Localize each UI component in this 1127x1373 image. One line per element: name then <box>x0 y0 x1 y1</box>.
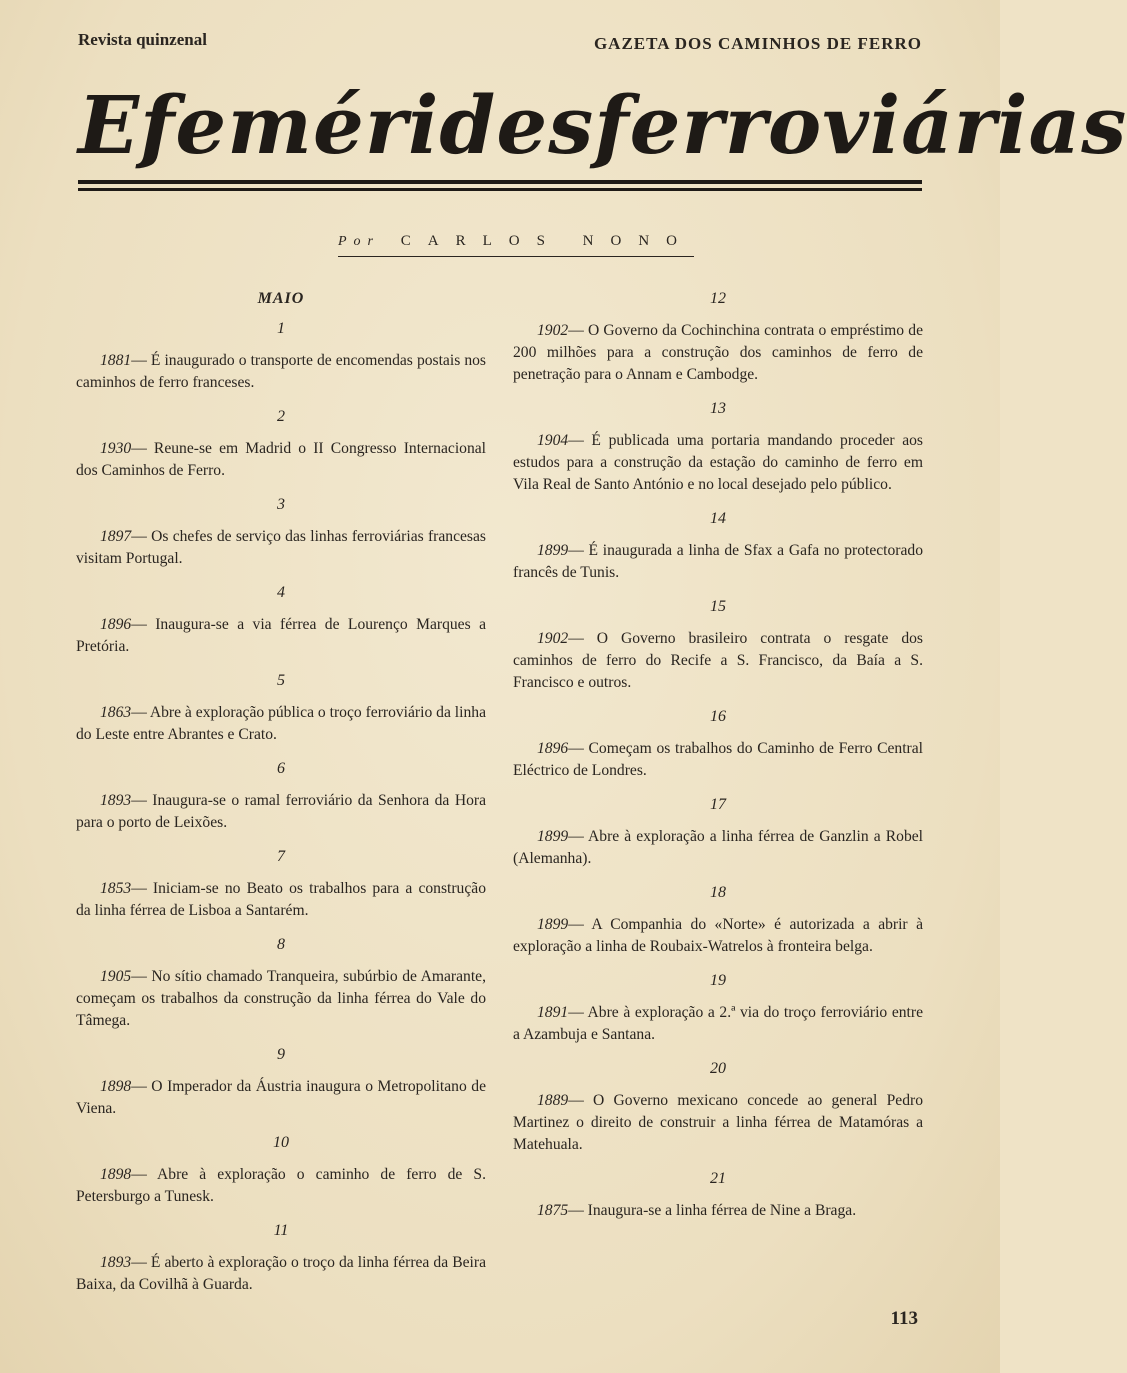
entry-description: — Abre à exploração a 2.ª via do troço ferroviário entre a Azambuja e Santana. <box>513 1004 923 1043</box>
byline-por: Por <box>338 234 380 249</box>
entry-text <box>513 1090 923 1156</box>
day-number: 1 <box>277 320 285 337</box>
day-number: 2 <box>277 408 285 425</box>
title-word-2: ferroviárias <box>594 78 1127 172</box>
day-number: 17 <box>710 796 726 813</box>
entry-description: — Inaugura-se a via férrea de Lourenço Marques a Pretória. <box>76 616 486 655</box>
entry-description: — O Imperador da Áustria inaugura o Metropolitano de Viena. <box>76 1078 486 1117</box>
day-number: 3 <box>277 496 285 513</box>
entry-description: — Abre à exploração a linha férrea de Ganzlin a Robel (Alemanha). <box>513 828 923 867</box>
entry-description: — É publicada uma portaria mandando proceder aos estudos para a construção da estação do caminho de ferro em Vila Real de Santo António e no local desejado pelo público. <box>513 432 923 493</box>
entry-description: — Abre à exploração pública o troço ferroviário da linha do Leste entre Abrantes e Crato. <box>76 704 486 743</box>
entry-year: 1899 <box>537 828 569 845</box>
entry-text <box>513 628 923 694</box>
entry-year: 1896 <box>537 740 569 757</box>
right-entries <box>513 288 923 1222</box>
entry-year: 1898 <box>100 1078 132 1095</box>
entry-year: 1896 <box>100 616 132 633</box>
running-header-left: Revista quinzenal <box>78 30 207 49</box>
day-number: 4 <box>277 584 285 601</box>
day-number: 14 <box>710 510 726 527</box>
entry-text <box>76 1252 486 1296</box>
entry-year: 1898 <box>100 1166 132 1183</box>
entry-year: 1899 <box>537 916 569 933</box>
day-number: 8 <box>277 936 285 953</box>
day-number: 5 <box>277 672 285 689</box>
entry-text <box>76 702 486 746</box>
entry-description: — A Companhia do «Norte» é autorizada a abrir à exploração a linha de Roubaix-Watrelos à fronteira belga. <box>513 916 923 955</box>
entry-description: — O Governo da Cochinchina contrata o empréstimo de 200 milhões para a construção dos caminhos de ferro de penetração para o Annam e Cambodge. <box>513 322 923 383</box>
day-number: 9 <box>277 1046 285 1063</box>
entry-text <box>76 790 486 834</box>
entry-description: — É aberto à exploração o troço da linha férrea da Beira Baixa, da Covilhã à Guarda. <box>76 1254 486 1293</box>
entry-description: — Começam os trabalhos do Caminho de Ferro Central Eléctrico de Londres. <box>513 740 923 779</box>
entry-text <box>76 878 486 922</box>
right-column <box>513 288 923 1234</box>
entry-text <box>513 320 923 386</box>
page-number: 113 <box>890 1308 918 1329</box>
left-column <box>76 288 486 1308</box>
entry-year: 1930 <box>100 440 132 457</box>
day-number: 18 <box>710 884 726 901</box>
title-word-1: Efemérides <box>78 78 595 172</box>
entry-year: 1889 <box>537 1092 569 1109</box>
day-number: 13 <box>710 400 726 417</box>
article-title <box>78 78 1127 172</box>
entry-year: 1897 <box>100 528 132 545</box>
title-rule-bottom <box>78 188 922 191</box>
entry-description: — Inaugura-se o ramal ferroviário da Senhora da Hora para o porto de Leixões. <box>76 792 486 831</box>
entry-description: — Inaugura-se a linha férrea de Nine a Braga. <box>568 1202 857 1219</box>
entry-description: — Reune-se em Madrid o II Congresso Internacional dos Caminhos de Ferro. <box>76 440 486 479</box>
entry-year: 1893 <box>100 1254 132 1271</box>
entry-text <box>513 1002 923 1046</box>
entry-text <box>76 1076 486 1120</box>
entry-year: 1875 <box>537 1202 569 1219</box>
entry-year: 1902 <box>537 322 569 339</box>
entry-text <box>513 914 923 958</box>
byline-author: CARLOS NONO <box>400 233 694 249</box>
entry-description: — Abre à exploração o caminho de ferro de S. Petersburgo a Tunesk. <box>76 1166 486 1205</box>
entry-text <box>76 1164 486 1208</box>
entry-year: 1891 <box>537 1004 569 1021</box>
entry-text <box>513 826 923 870</box>
day-number: 10 <box>273 1134 289 1151</box>
day-number: 11 <box>273 1222 289 1239</box>
entry-year: 1899 <box>537 542 569 559</box>
byline <box>338 233 694 257</box>
day-number: 12 <box>710 290 726 307</box>
entry-description: — Iniciam-se no Beato os trabalhos para a construção da linha férrea de Lisboa a Santarém. <box>76 880 486 919</box>
entry-description: — No sítio chamado Tranqueira, subúrbio de Amarante, começam os trabalhos da construção da linha férrea do Vale do Tâmega. <box>76 968 486 1029</box>
day-number: 20 <box>710 1060 726 1077</box>
entry-text <box>76 438 486 482</box>
day-number: 21 <box>710 1170 726 1187</box>
entry-description: — O Governo brasileiro contrata o resgate dos caminhos de ferro do Recife a S. Francisco, da Baía a S. Francisco e outros. <box>513 630 923 691</box>
day-number: 7 <box>277 848 285 865</box>
month-heading: MAIO <box>257 290 305 307</box>
entry-year: 1853 <box>100 880 132 897</box>
day-number: 16 <box>710 708 726 725</box>
entry-description: — Os chefes de serviço das linhas ferroviárias francesas visitam Portugal. <box>76 528 486 567</box>
entry-year: 1893 <box>100 792 132 809</box>
entry-text <box>76 966 486 1032</box>
entry-description: — É inaugurada a linha de Sfax a Gafa no protectorado francês de Tunis. <box>513 542 923 581</box>
title-rule-top <box>78 180 922 184</box>
entry-year: 1904 <box>537 432 569 449</box>
entry-text <box>513 1200 923 1222</box>
entry-text <box>76 526 486 570</box>
entry-year: 1881 <box>100 352 132 369</box>
day-number: 6 <box>277 760 285 777</box>
day-number: 15 <box>710 598 726 615</box>
entry-text <box>76 614 486 658</box>
entry-text <box>76 350 486 394</box>
entry-text <box>513 430 923 496</box>
entry-description: — É inaugurado o transporte de encomendas postais nos caminhos de ferro franceses. <box>76 352 486 391</box>
day-number: 19 <box>710 972 726 989</box>
entry-text <box>513 540 923 584</box>
entry-year: 1905 <box>100 968 132 985</box>
entry-year: 1902 <box>537 630 569 647</box>
entry-description: — O Governo mexicano concede ao general Pedro Martinez o direito de construir a linha férrea de Matamóras a Matehuala. <box>513 1092 923 1153</box>
entry-text <box>513 738 923 782</box>
entry-year: 1863 <box>100 704 132 721</box>
left-entries <box>76 318 486 1296</box>
running-header-right: GAZETA DOS CAMINHOS DE FERRO <box>593 34 922 53</box>
